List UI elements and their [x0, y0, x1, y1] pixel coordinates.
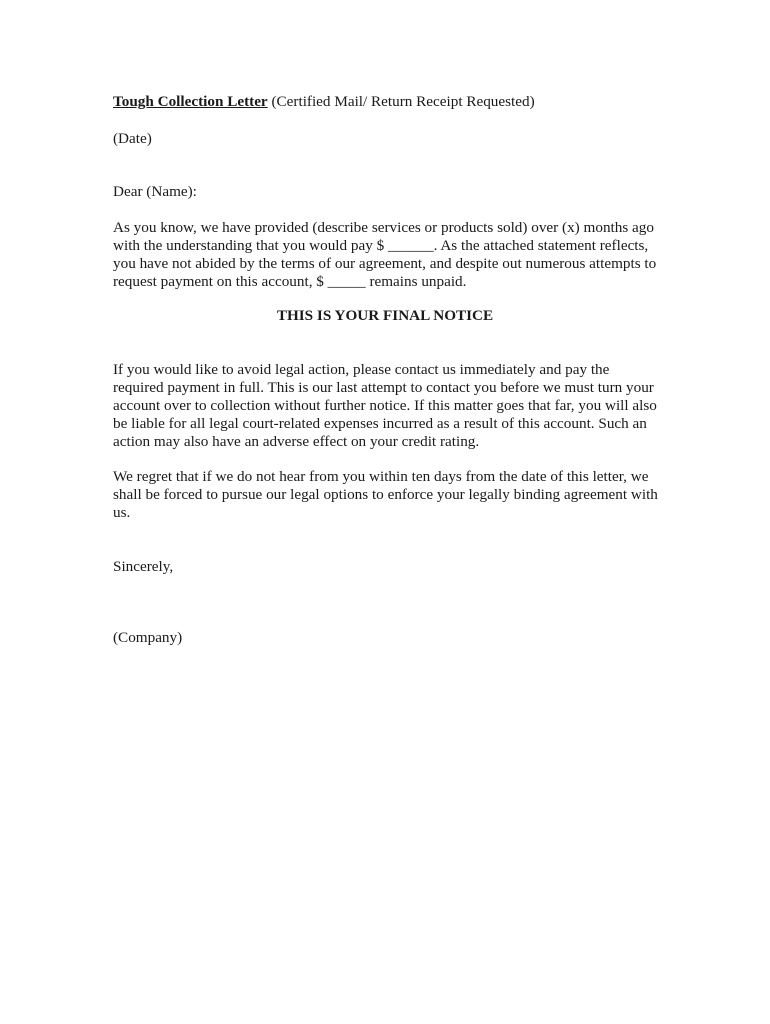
- paragraph-line: action may also have an adverse effect on your credit rating.: [113, 432, 480, 450]
- paragraph-deadline: [113, 468, 661, 522]
- final-notice-heading: THIS IS YOUR FINAL NOTICE: [276, 307, 494, 324]
- paragraph-line: request payment on this account, $ _____ remains unpaid.: [113, 272, 467, 290]
- salutation: Dear (Name):: [113, 183, 197, 200]
- letter-title-bold: Tough Collection Letter: [113, 93, 268, 110]
- letter-title-note: (Certified Mail/ Return Receipt Requested): [267, 93, 535, 110]
- paragraph-line: required payment in full. This is our last attempt to contact you before we must turn your: [113, 378, 654, 396]
- paragraph-line: As you know, we have provided (describe services or products sold) over (x) months ago: [113, 219, 654, 236]
- paragraph-line: If you would like to avoid legal action, please contact us immediately and pay the: [113, 361, 610, 378]
- company-placeholder: (Company): [113, 629, 183, 646]
- paragraph-line: you have not abided by the terms of our agreement, and despite out numerous attempts to: [113, 254, 657, 272]
- closing: Sincerely,: [113, 558, 174, 575]
- letter-title: [113, 93, 661, 111]
- paragraph-services-owed: [113, 219, 661, 291]
- paragraph-line: with the understanding that you would pay $ ______. As the attached statement reflects,: [113, 236, 649, 254]
- paragraph-line: account over to collection without further notice. If this matter goes that far, you will also: [113, 396, 657, 414]
- paragraph-line: be liable for all legal court-related expenses incurred as a result of this account. Such an: [113, 414, 647, 432]
- paragraph-line: shall be forced to pursue our legal options to enforce your legally binding agreement with: [113, 485, 658, 503]
- paragraph-legal-action: [113, 361, 661, 451]
- paragraph-line: We regret that if we do not hear from you within ten days from the date of this letter, we: [113, 468, 649, 485]
- date-placeholder: (Date): [113, 130, 152, 147]
- paragraph-line: us.: [113, 503, 131, 521]
